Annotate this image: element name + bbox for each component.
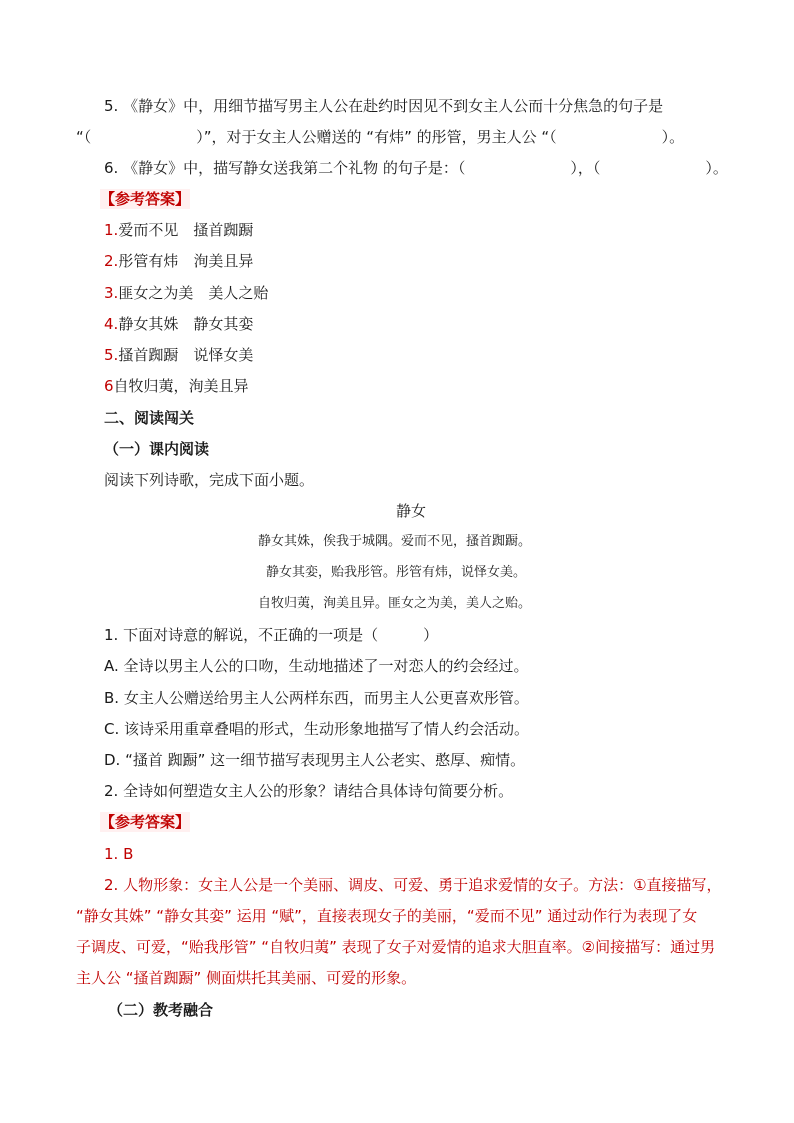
- list-item: [104, 220, 253, 240]
- question-6: 6. 《静女》中，描写静女送我第二个礼物 的句子是：（ ），（ ）。: [104, 159, 728, 177]
- answer-number: 6: [104, 377, 114, 395]
- answer-1: 1. B: [104, 845, 134, 863]
- question-1: 1. 下面对诗意的解说，不正确的一项是（ ）: [104, 626, 439, 644]
- answer-text: 爱而不见 搔首踟蹰: [118, 221, 254, 239]
- answer-number: 5.: [104, 346, 119, 364]
- poem-line: 静女其娈，贻我彤管。彤管有炜，说怿女美。: [266, 565, 527, 580]
- answer-2-line: “静女其姝” “静女其娈” 运用 “赋”，直接表现女子的美丽，“爱而不见” 通过动作行为表现了女: [76, 907, 698, 925]
- option-c: C. 该诗采用重章叠唱的形式，生动形象地描写了情人约会活动。: [104, 720, 530, 738]
- poem-line: 静女其姝，俟我于城隅。爱而不见，搔首踟蹰。: [258, 534, 532, 549]
- answer-2-line: 2. 人物形象：女主人公是一个美丽、调皮、可爱、勇于追求爱情的女子。方法：①直接描写，: [104, 876, 722, 894]
- question-5-line-2: “（ ）”，对于女主人公赠送的 “有炜” 的彤管，男主人公 “（ ）。: [76, 128, 685, 146]
- answer-number: 3.: [104, 284, 119, 302]
- answer-number: 2.: [104, 252, 119, 270]
- answer-text: 搔首踟蹰 说怿女美: [118, 346, 254, 364]
- answer-header-2: 【参考答案】: [100, 813, 191, 831]
- question-5-line-1: 5. 《静女》中，用细节描写男主人公在赴约时因见不到女主人公而十分焦急的句子是: [104, 97, 664, 115]
- subsection-heading: （一）课内阅读: [104, 440, 210, 458]
- section-heading: 二、阅读闯关: [104, 409, 195, 427]
- option-d: D. “搔首 踟蹰” 这一细节描写表现男主人公老实、憨厚、痴情。: [104, 751, 526, 769]
- option-b: B. 女主人公赠送给男主人公两样东西，而男主人公更喜欢彤管。: [104, 689, 529, 707]
- answer-2-line: 主人公 “搔首踟蹰” 侧面烘托其美丽、可爱的形象。: [76, 969, 417, 987]
- answer-number: 1.: [104, 221, 119, 239]
- list-item: [104, 283, 268, 303]
- answer-header-1: 【参考答案】: [100, 190, 191, 208]
- option-a: A. 全诗以男主人公的口吻，生动地描述了一对恋人的约会经过。: [104, 657, 529, 675]
- answer-number: 4.: [104, 315, 119, 333]
- answer-2-line: 子调皮、可爱，“贻我彤管” “自牧归荑” 表现了女子对爱情的追求大胆直率。②间接描写：通过男: [76, 938, 716, 956]
- question-2: 2. 全诗如何塑造女主人公的形象？请结合具体诗句简要分析。: [104, 782, 514, 800]
- answer-text: 自牧归荑，洵美且异: [113, 377, 249, 395]
- poem-line: 自牧归荑，洵美且异。匪女之为美，美人之贻。: [258, 596, 532, 611]
- list-item: [104, 376, 249, 396]
- list-item: [104, 314, 253, 334]
- list-item: [104, 345, 253, 365]
- poem-title: 静女: [396, 502, 427, 520]
- list-item: [104, 251, 253, 271]
- answer-text: 静女其姝 静女其娈: [118, 315, 254, 333]
- instruction: 阅读下列诗歌，完成下面小题。: [104, 471, 315, 489]
- subsection-heading-2: （二）教考融合: [108, 1001, 214, 1019]
- answer-text: 彤管有炜 洵美且异: [118, 252, 254, 270]
- answer-text: 匪女之为美 美人之贻: [118, 284, 269, 302]
